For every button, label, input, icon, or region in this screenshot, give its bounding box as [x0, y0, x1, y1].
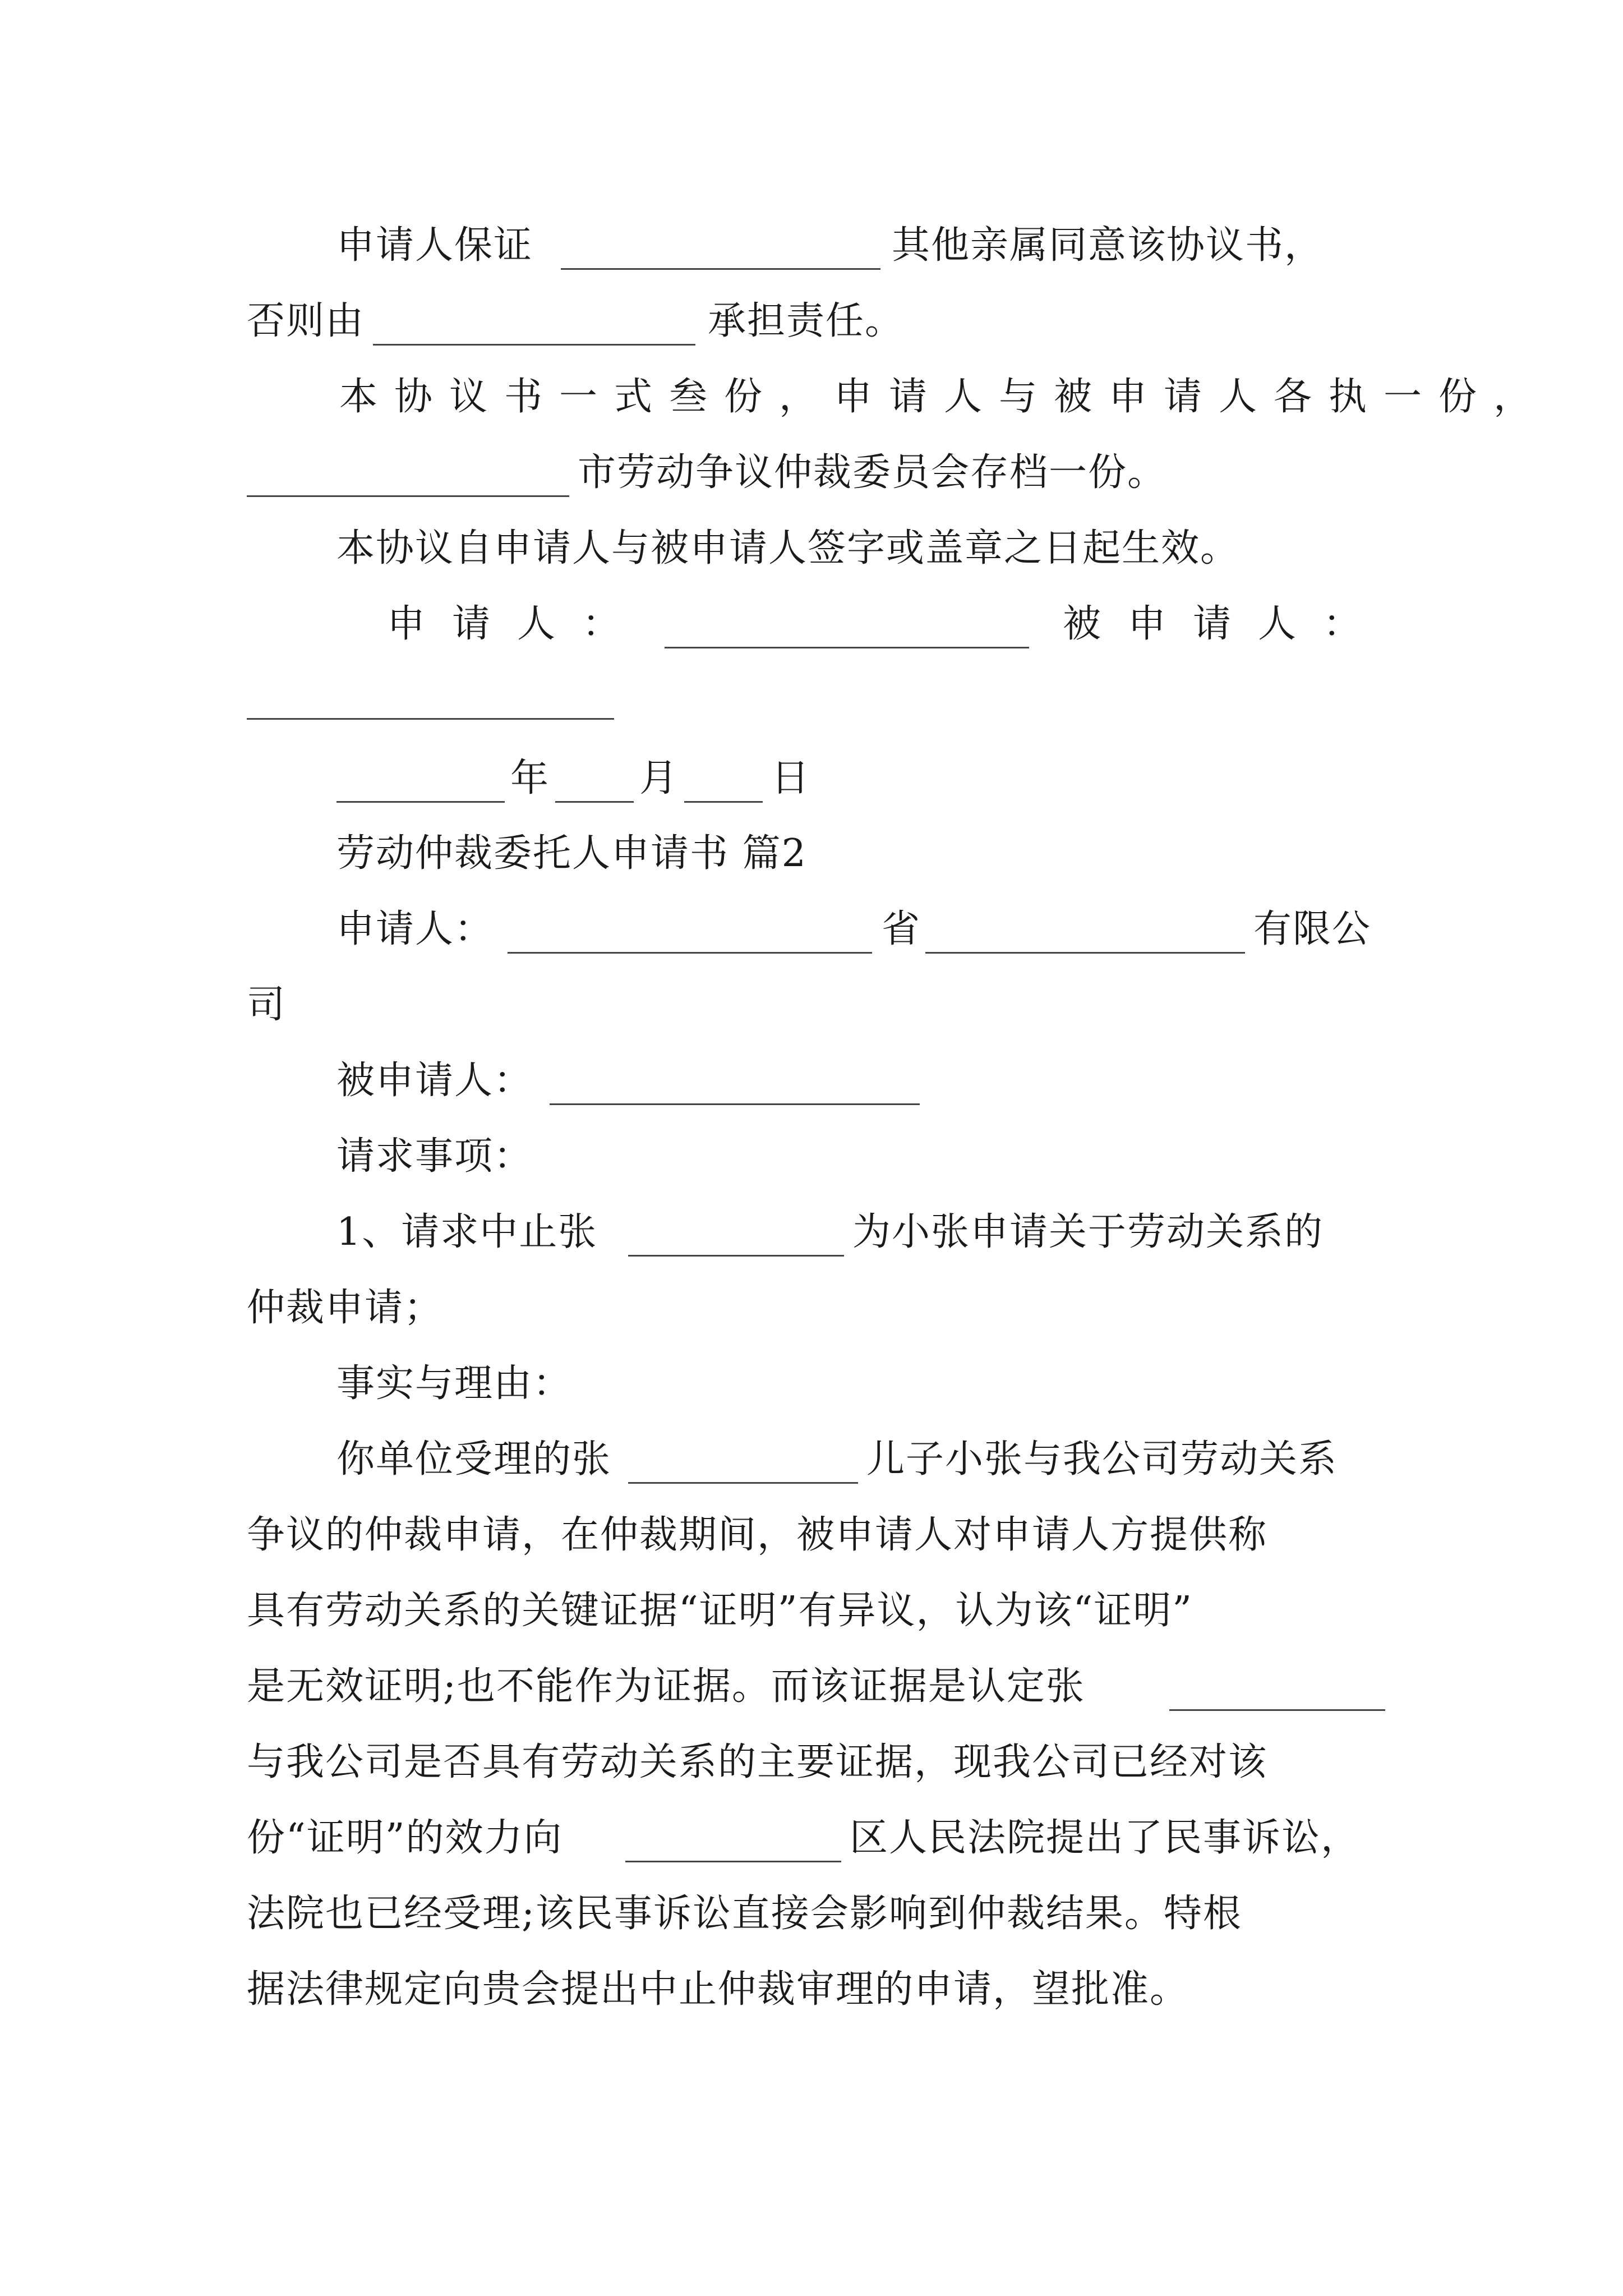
facts-line-3 — [0, 1572, 1623, 1650]
blank-underline — [625, 1861, 841, 1862]
text-segment: 区人民法院提出了民事诉讼， — [850, 1816, 1361, 1860]
text-segment: 据法律规定向贵会提出中止仲裁审理的申请，望批准。 — [247, 1967, 1189, 2012]
blank-underline — [1169, 1709, 1385, 1711]
blank-underline — [247, 718, 614, 720]
text-segment: 与我公司是否具有劳动关系的主要证据，现我公司已经对该 — [247, 1740, 1268, 1784]
paragraph-guarantee-line-2 — [0, 282, 1623, 361]
text-segment: 你单位受理的张 — [336, 1437, 612, 1481]
signature-applicant-label: 申请人： — [387, 602, 648, 646]
claim-item-1 — [0, 1193, 1623, 1272]
blank-underline — [550, 1103, 920, 1105]
blank-underline — [925, 952, 1245, 954]
text-segment: 本协议书一式叁份，申请人与被申请人各执一份， — [339, 375, 1549, 419]
text-segment: 其他亲属同意该协议书， — [892, 223, 1324, 268]
paragraph-guarantee-line-1 — [0, 206, 1623, 285]
signature-line — [0, 585, 1623, 664]
text-segment: 申请人保证 — [336, 223, 533, 268]
text-segment: 请求事项： — [336, 1134, 533, 1179]
text-segment: 争议的仲裁申请，在仲裁期间，被申请人对申请人方提供称 — [247, 1513, 1268, 1557]
text-segment: 申请人： — [336, 907, 494, 951]
date-month-label: 月 — [639, 756, 679, 800]
facts-line-1 — [0, 1420, 1623, 1499]
signature-blank-line — [0, 656, 1623, 735]
section-title — [0, 815, 1623, 893]
applicant-line-cont — [0, 966, 1623, 1045]
facts-line-4 — [0, 1648, 1623, 1726]
blank-underline — [665, 647, 1029, 648]
facts-line-2 — [0, 1496, 1623, 1575]
paragraph-copies-line-1 — [0, 358, 1623, 436]
paragraph-copies-line-2 — [0, 434, 1623, 512]
date-year-blank — [336, 801, 505, 803]
text-segment: 是无效证明;也不能作为证据。而该证据是认定张 — [247, 1664, 1085, 1709]
text-segment: 为小张申请关于劳动关系的 — [852, 1210, 1324, 1254]
text-segment: 仲裁申请； — [247, 1286, 444, 1330]
text-segment: 被申请人： — [336, 1059, 533, 1103]
facts-line-5 — [0, 1723, 1623, 1802]
text-segment: 法院也已经受理;该民事诉讼直接会影响到仲裁结果。特根 — [247, 1892, 1242, 1936]
blank-underline — [561, 268, 880, 270]
blank-underline — [508, 952, 872, 954]
applicant-line — [0, 890, 1623, 969]
date-year-label: 年 — [510, 756, 550, 800]
section-title-text: 劳动仲裁委托人申请书 篇2 — [336, 831, 807, 876]
text-segment: 省 — [882, 907, 921, 951]
blank-underline — [373, 344, 695, 346]
text-segment: 份“证明”的效力向 — [247, 1816, 563, 1860]
text-segment: 本协议自申请人与被申请人签字或盖章之日起生效。 — [336, 526, 1240, 570]
blank-underline — [628, 1255, 844, 1257]
facts-line-7 — [0, 1875, 1623, 1953]
text-segment: 承担责任。 — [708, 299, 905, 343]
date-line — [0, 739, 1623, 818]
date-month-blank — [555, 801, 634, 803]
claim-item-1-cont — [0, 1269, 1623, 1347]
blank-underline — [628, 1482, 858, 1484]
text-segment: 有限公 — [1253, 907, 1372, 951]
text-segment: 否则由 — [247, 299, 365, 343]
facts-line-8 — [0, 1950, 1623, 2029]
text-segment: 市劳动争议仲裁委员会存档一份。 — [578, 450, 1167, 495]
text-segment: 事实与理由： — [336, 1361, 573, 1406]
date-day-blank — [684, 801, 763, 803]
text-segment: 儿子小张与我公司劳动关系 — [866, 1437, 1338, 1481]
text-segment: 具有劳动关系的关键证据“证明”有异议，认为该“证明” — [247, 1589, 1193, 1633]
facts-line-6 — [0, 1799, 1623, 1878]
signature-respondent-label: 被申请人： — [1063, 602, 1389, 646]
claims-heading — [0, 1117, 1623, 1196]
text-segment: 1、请求中止张 — [336, 1210, 598, 1254]
paragraph-effective — [0, 509, 1623, 588]
blank-underline — [247, 495, 569, 497]
date-day-label: 日 — [771, 756, 811, 800]
respondent-line — [0, 1042, 1623, 1120]
facts-heading — [0, 1345, 1623, 1423]
text-segment: 司 — [247, 983, 287, 1027]
